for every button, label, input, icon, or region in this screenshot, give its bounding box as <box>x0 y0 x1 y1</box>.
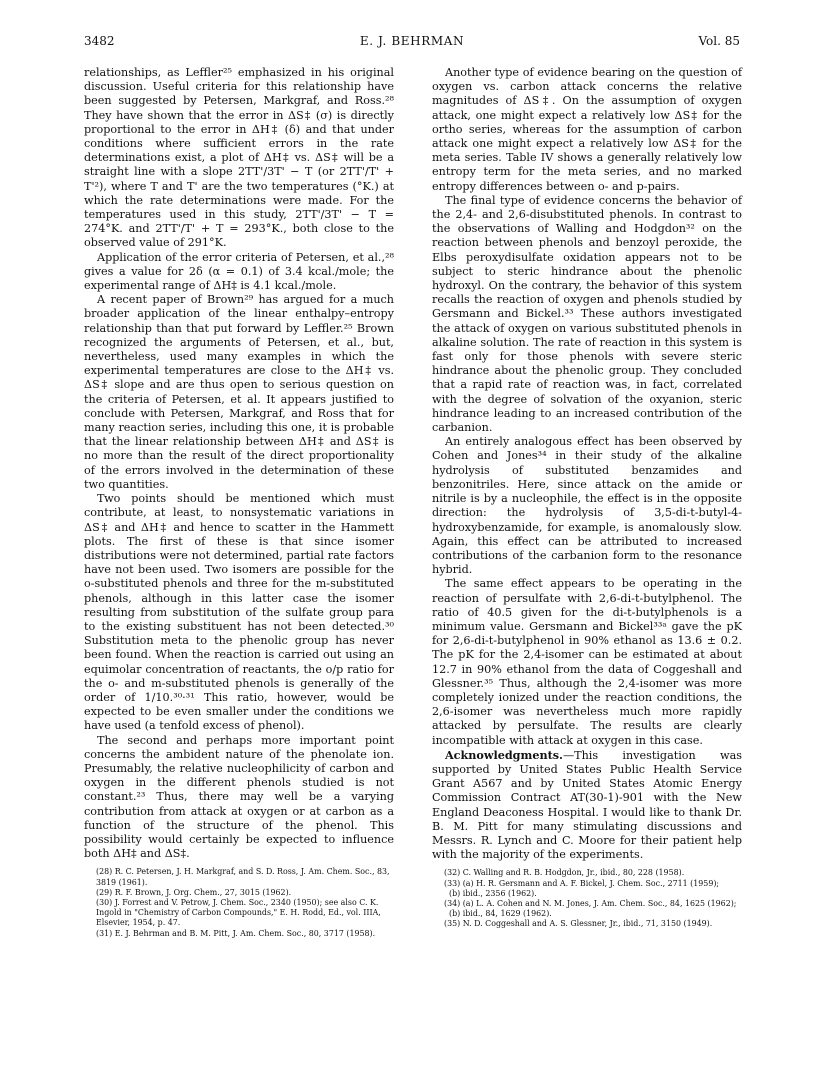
page-header <box>84 34 740 52</box>
running-title: E. J. BEHRMAN <box>359 34 465 48</box>
footnote: (34) (a) L. A. Cohen and N. M. Jones, J. Am. Chem. Soc., 84, 1625 (1962); <box>444 898 737 908</box>
page-number: 3482 <box>84 34 115 48</box>
footnotes-right <box>432 868 742 929</box>
acknowledgments-heading: Acknowledgments. <box>445 747 563 762</box>
footnotes-left <box>84 867 394 938</box>
paragraph: A recent paper of Brown²⁹ has argued for a much broader application of the linear enthalpy–entropy relationship than that put forward by Leffler.²⁵ Brown recognized the arguments of Petersen, et al., but, nevertheless, used many examples in which the experimental temperatures are close to the ΔH‡ vs. ΔS‡ slope and are thus open to serious question on the criteria of Petersen, et al. It appears justified to conclude with Petersen, Markgraf, and Ross that for many reaction series, including this one, it is probable that the linear relationship between ΔH‡ and ΔS‡ is no more than the result of the direct proportionality of the errors involved in the determination of these two quantities. <box>84 293 394 491</box>
footnote: (28) R. C. Petersen, J. H. Markgraf, and S. D. Ross, J. Am. Chem. Soc., 83, 3819 (1961). <box>96 867 390 887</box>
footnote: (b) ibid., 2356 (1962). <box>449 888 537 898</box>
paragraph: The final type of evidence concerns the behavior of the 2,4- and 2,6-disubstituted phenols. In contrast to the observations of Walling and Hodgdon³² on the reaction between phenols and benzoyl peroxide, the Elbs peroxydisulfate oxidation appears not to be subject to steric hindrance about the phenolic hydroxyl. On the contrary, the behavior of this system recalls the reaction of oxygen and phenols studied by Gersmann and Bickel.³³ These authors investigated the attack of oxygen on various substituted phenols in alkaline solution. The rate of reaction in this system is fast only for those phenols with severe steric hindrance about the phenolic group. They concluded that a rapid rate of reaction was, in fact, correlated with the degree of solvation of the oxyanion, steric hindrance leading to an increased contribution of the carbanion. <box>432 193 742 435</box>
right-column <box>432 66 742 930</box>
footnote: (31) E. J. Behrman and B. M. Pitt, J. Am. Chem. Soc., 80, 3717 (1958). <box>96 928 376 938</box>
paragraph: relationships, as Leffler²⁵ emphasized in his original discussion. Useful criteria for this relationship have been suggested by Petersen, Markgraf, and Ross.²⁸ They have shown that the error in ΔS‡ (σ) is directly proportional to the error in ΔH‡ (δ) and that under conditions where sufficient errors in the rate determinations exist, a plot of ΔH‡ vs. ΔS‡ will be a straight line with a slope 2TT'/3T' − T (or 2TT'/T' + T'²), where T and T' are the two temperatures (°K.) at which the rate determinations were made. For the temperatures used in this study, 2TT'/3T' − T = 274°K. and 2TT'/T' + T = 293°K., both close to the observed value of 291°K. <box>84 66 394 250</box>
footnote: (29) R. F. Brown, J. Org. Chem., 27, 3015 (1962). <box>96 887 292 897</box>
footnote: (33) (a) H. R. Gersmann and A. F. Bickel, J. Chem. Soc., 2711 (1959); <box>444 878 720 888</box>
acknowledgments-paragraph <box>432 748 742 863</box>
paragraph: An entirely analogous effect has been observed by Cohen and Jones³⁴ in their study of the alkaline hydrolysis of substituted benzamides and benzonitriles. Here, since attack on the amide or nitrile is by a nucleophile, the effect is in the opposite direction: the hydrolysis of 3,5-di-t-butyl-4-hydroxybenzamide, for example, is anomalously slow. Again, this effect can be attributed to increased contributions of the carbanion form to the resonance hybrid. <box>432 435 742 577</box>
footnote: (32) C. Walling and R. B. Hodgdon, Jr., ibid., 80, 228 (1958). <box>444 868 685 878</box>
footnote: (30) J. Forrest and V. Petrow, J. Chem. Soc., 2340 (1950); see also C. K. Ingold in "Chemistry of Carbon Compounds," E. H. Rodd, Ed., vol. IIIA, Elsevier, 1954, p. 47. <box>96 897 381 928</box>
paragraph: Two points should be mentioned which must contribute, at least, to nonsystematic variations in ΔS‡ and ΔH‡ and hence to scatter in the Hammett plots. The first of these is that since isomer distributions were not determined, partial rate factors have not been used. Two isomers are possible for the o-substituted phenols and three for the m-substituted phenols, although in this latter case the isomer resulting from substitution of the sulfate group para to the existing substituent has not been detected.³⁰ Substitution meta to the phenolic group has never been found. When the reaction is carried out using an equimolar concentration of reactants, the o/p ratio for the o- and m-substituted phenols is generally of the order of 1/10.³⁰·³¹ This ratio, however, would be expected to be even smaller under the conditions we have used (a tenfold excess of phenol). <box>84 492 394 733</box>
footnote: (b) ibid., 84, 1629 (1962). <box>449 909 552 919</box>
acknowledgments-text: —This investigation was supported by United States Public Health Service Grant A567 and by United States Atomic Energy Commission Contract AT(30-1)-901 with the New England Deaconess Hospital. I would like to thank Dr. B. M. Pitt for many stimulating discussions and Messrs. R. Lynch and C. Moore for their patient help with the majority of the experiments. <box>432 748 742 862</box>
footnote: (35) N. D. Coggeshall and A. S. Glessner, Jr., ibid., 71, 3150 (1949). <box>444 919 713 929</box>
paragraph: Another type of evidence bearing on the question of oxygen vs. carbon attack concerns the relative magnitudes of ΔS‡. On the assumption of oxygen attack, one might expect a relatively low ΔS‡ for the ortho series, whereas for the assumption of carbon attack one might expect a relatively low ΔS‡ for the meta series. Table IV shows a generally relatively low entropy term for the meta series, and no marked entropy differences between o- and p-pairs. <box>432 66 742 193</box>
paragraph: The second and perhaps more important point concerns the ambident nature of the phenolate ion. Presumably, the relative nucleophilicity of carbon and oxygen in the different phenols studied is not constant.²³ Thus, there may well be a varying contribution from attack at oxygen or at carbon as a function of the structure of the phenol. This possibility would certainly be expected to influence both ΔH‡ and ΔS‡. <box>84 733 394 861</box>
paragraph: Application of the error criteria of Petersen, et al.,²⁸ gives a value for 2δ (α = 0.1) of 3.4 kcal./mole; the experimental range of ΔH‡ is 4.1 kcal./mole. <box>84 250 394 293</box>
left-column <box>84 66 394 939</box>
paragraph: The same effect appears to be operating in the reaction of persulfate with 2,6-di-t-butylphenol. The ratio of 40.5 given for the di-t-butylphenols is a minimum value. Gersmann and Bickel³³ᵃ gave the pK for 2,6-di-t-butylphenol in 90% ethanol as 13.6 ± 0.2. The pK for the 2,4-isomer can be estimated at about 12.7 in 90% ethanol from the data of Coggeshall and Glessner.³⁵ Thus, although the 2,4-isomer was more completely ionized under the reaction conditions, the 2,6-isomer was nevertheless much more rapidly attacked by persulfate. The results are clearly incompatible with attack at oxygen in this case. <box>432 577 742 747</box>
volume-label: Vol. 85 <box>698 34 740 48</box>
